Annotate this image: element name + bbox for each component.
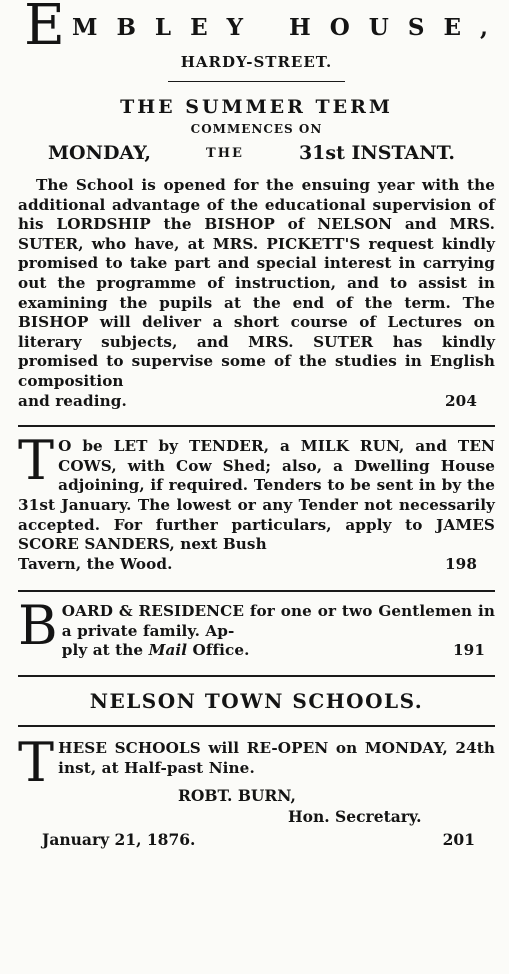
last-line: and reading. — [18, 391, 127, 410]
milk-run-ad — [18, 427, 495, 574]
ad-number: 191 — [452, 641, 485, 660]
title-text: MBLEY HOUSE, — [72, 14, 507, 41]
paper-name: Mail — [148, 641, 188, 660]
town-schools-ad — [18, 677, 495, 849]
dropcap: T — [18, 731, 55, 795]
notice-date: January 21, 1876. — [42, 830, 196, 850]
embley-house-ad — [18, 0, 507, 411]
signer-name: ROBT. BURN, — [178, 786, 296, 806]
date-line — [48, 142, 455, 164]
street-line: HARDY-STREET. — [180, 53, 333, 71]
commences-line: COMMENCES ON — [190, 122, 323, 136]
last-line: Tavern, the Wood. — [18, 554, 173, 573]
body-text: HESE SCHOOLS will RE-OPEN on MONDAY, 24th inst, at Half-past Nine. — [58, 739, 495, 777]
ad-end-line — [18, 555, 495, 575]
ad-body — [18, 429, 495, 555]
last-line-pre: ply at the — [61, 641, 144, 660]
ad-body — [18, 176, 495, 392]
body-text: OARD & RESIDENCE for one or two Gentlemen in a private family. Ap- — [61, 602, 495, 640]
ad-body — [18, 731, 495, 795]
day-left: MONDAY, — [48, 142, 151, 164]
ad-number: 198 — [444, 554, 477, 573]
ad-number: 204 — [444, 391, 477, 410]
body-text: O be LET by TENDER, a MILK RUN, and TEN COWS, with Cow Shed; also, a Dwelling House adjoining, if required. Tenders to be sent in by the 31st January. The lowest or any Tender not necessarily accepted. For further particulars, apply to JAMES SCORE SANDERS, next Bush — [18, 437, 495, 554]
day-mid: THE — [206, 145, 244, 161]
ad-end-line — [62, 641, 495, 661]
last-line — [62, 641, 250, 661]
ad-heading: NELSON TOWN SCHOOLS. — [89, 689, 424, 714]
title-dropcap: E — [24, 0, 65, 58]
ad-title — [18, 0, 507, 58]
heading-rule — [18, 725, 495, 727]
day-right: 31st INSTANT. — [298, 142, 455, 164]
board-residence-ad — [18, 592, 495, 661]
dropcap: B — [18, 594, 58, 658]
signer-title: Hon. Secretary. — [288, 807, 422, 827]
ad-end-line — [18, 392, 495, 412]
ad-number: 201 — [442, 830, 475, 850]
date-row — [42, 830, 475, 849]
term-line: THE SUMMER TERM — [120, 96, 393, 118]
dropcap: T — [18, 429, 55, 493]
last-line-post: Office. — [192, 641, 250, 660]
divider — [168, 81, 345, 82]
body-text: The School is opened for the ensuing year with the additional advantage of the educational supervision of his LORDSHIP the BISHOP of NELSON and MRS. SUTER, who have, at MRS. PICKETT'S request kindly promised to take part and special interest in carrying out the programme of instruction, and to assist in examining the pupils at the end of the term. The BISHOP will deliver a short course of Lectures on literary subjects, and MRS. SUTER has kindly promised to supervise some of the studies in English composition — [18, 176, 495, 390]
